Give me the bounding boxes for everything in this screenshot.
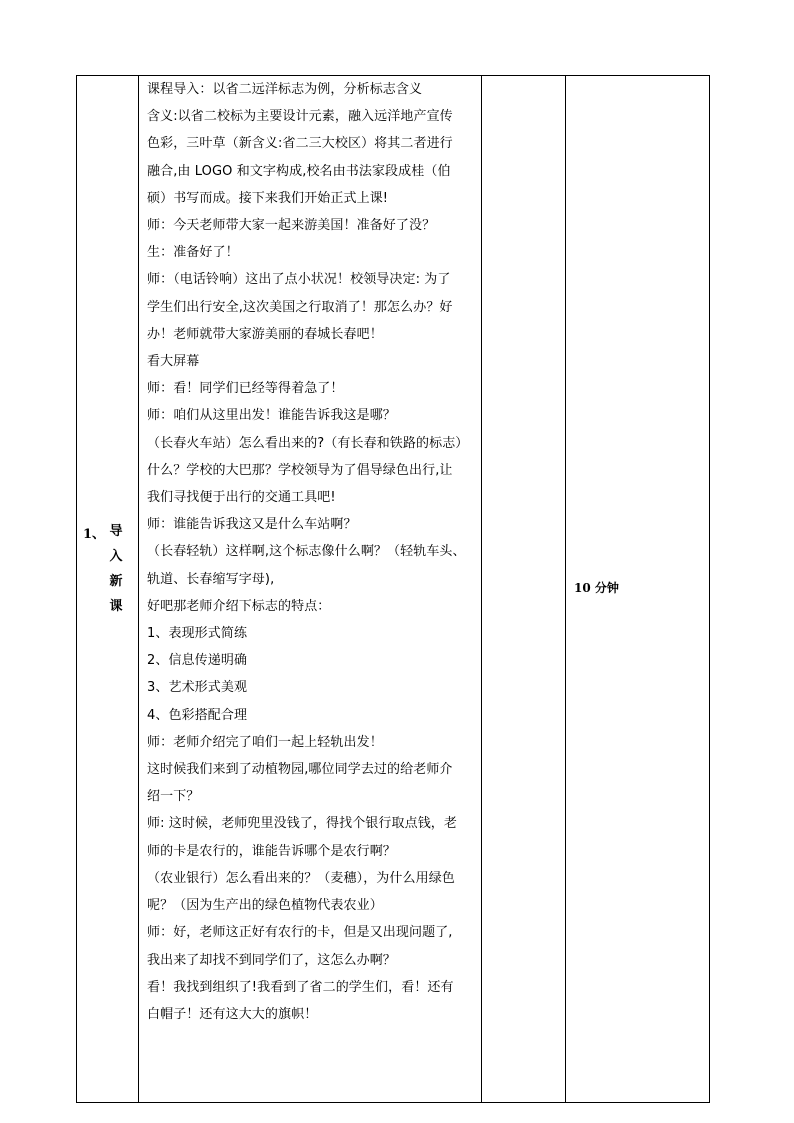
content-line: 我们寻找便于出行的交通工具吧! — [147, 490, 336, 506]
content-line: （农业银行）怎么看出来的？（麦穗），为什么用绿色 — [147, 870, 455, 886]
content-line: 课程导入：以省二远洋标志为例，分析标志含义 — [147, 82, 423, 97]
content-line: 1、表现形式简练 — [147, 626, 248, 642]
content-line: 3、艺术形式美观 — [147, 680, 248, 696]
content-line: 硕）书写而成。接下来我们开始正式上课! — [147, 190, 389, 206]
content-line: （长春轻轨）这样啊,这个标志像什么啊？（轻轨车头、 — [147, 544, 466, 560]
blank-cell — [482, 76, 566, 1103]
content-line: 好吧那老师介绍下标志的特点： — [147, 598, 331, 614]
content-line: 轨道、长春缩写字母), — [147, 571, 275, 587]
content-line: 2、信息传递明确 — [147, 653, 248, 669]
content-line: 融合,由 LOGO 和文字构成,校名由书法家段成桂（伯 — [147, 163, 451, 179]
content-line: 看大屏幕 — [147, 354, 200, 370]
section-title-char: 课 — [109, 599, 123, 614]
content-line: 师：好，老师这正好有农行的卡，但是又出现问题了, — [147, 925, 453, 941]
content-line: 4、色彩搭配合理 — [147, 707, 248, 723]
content-line: 师的卡是农行的，谁能告诉哪个是农行啊？ — [147, 843, 396, 859]
content-line: 师：老师介绍完了咱们一起上轻轨出发！ — [147, 734, 383, 750]
section-title-char: 导 — [109, 524, 123, 539]
content-line: 绍一下？ — [147, 789, 200, 805]
section-number: 1、 — [83, 527, 106, 542]
content-line: 师：看！同学们已经等得着急了！ — [147, 381, 344, 397]
time-duration: 10 分钟 — [574, 581, 619, 595]
content-cell — [139, 76, 482, 1103]
content-line: 师: 这时候，老师兜里没钱了，得找个银行取点钱，老 — [147, 816, 458, 832]
content-line: 办！老师就带大家游美丽的春城长春吧！ — [147, 326, 383, 342]
content-line: 含义:以省二校标为主要设计元素，融入远洋地产宣传 — [147, 109, 453, 125]
lesson-plan-table — [76, 75, 710, 1103]
time-cell — [566, 76, 710, 1103]
table-row — [77, 76, 710, 1103]
content-line: 什么？学校的大巴那？学校领导为了倡导绿色出行,让 — [147, 462, 453, 478]
content-line: 我出来了却找不到同学们了，这怎么办啊？ — [147, 952, 396, 968]
content-line: （长春火车站）怎么看出来的?（有长春和铁路的标志） — [147, 435, 469, 451]
content-line: 白帽子！还有这大大的旗帜！ — [147, 1006, 318, 1022]
content-line: 色彩，三叶草（新含义:省二三大校区）将其二者进行 — [147, 136, 453, 152]
content-line: 师：谁能告诉我这又是什么车站啊？ — [147, 517, 357, 533]
content-text — [147, 76, 475, 1028]
content-line: 学生们出行安全,这次美国之行取消了！那怎么办？好 — [147, 299, 453, 315]
content-line: 这时候我们来到了动植物园,哪位同学去过的给老师介 — [147, 762, 453, 778]
section-title-char: 新 — [109, 574, 123, 589]
content-line: 师：咱们从这里出发！谁能告诉我这是哪？ — [147, 408, 396, 424]
content-line: 师：今天老师带大家一起来游美国！准备好了没？ — [147, 218, 436, 234]
content-line: 呢？（因为生产出的绿色植物代表农业） — [147, 898, 383, 914]
content-line: 师：（电话铃响）这出了点小状况！校领导决定: 为了 — [147, 272, 451, 288]
section-cell — [77, 76, 139, 1103]
section-title-char: 入 — [109, 549, 123, 564]
section-title — [107, 519, 125, 619]
content-line: 看！我找到组织了!我看到了省二的学生们，看！还有 — [147, 979, 454, 995]
content-line: 生：准备好了！ — [147, 245, 239, 261]
